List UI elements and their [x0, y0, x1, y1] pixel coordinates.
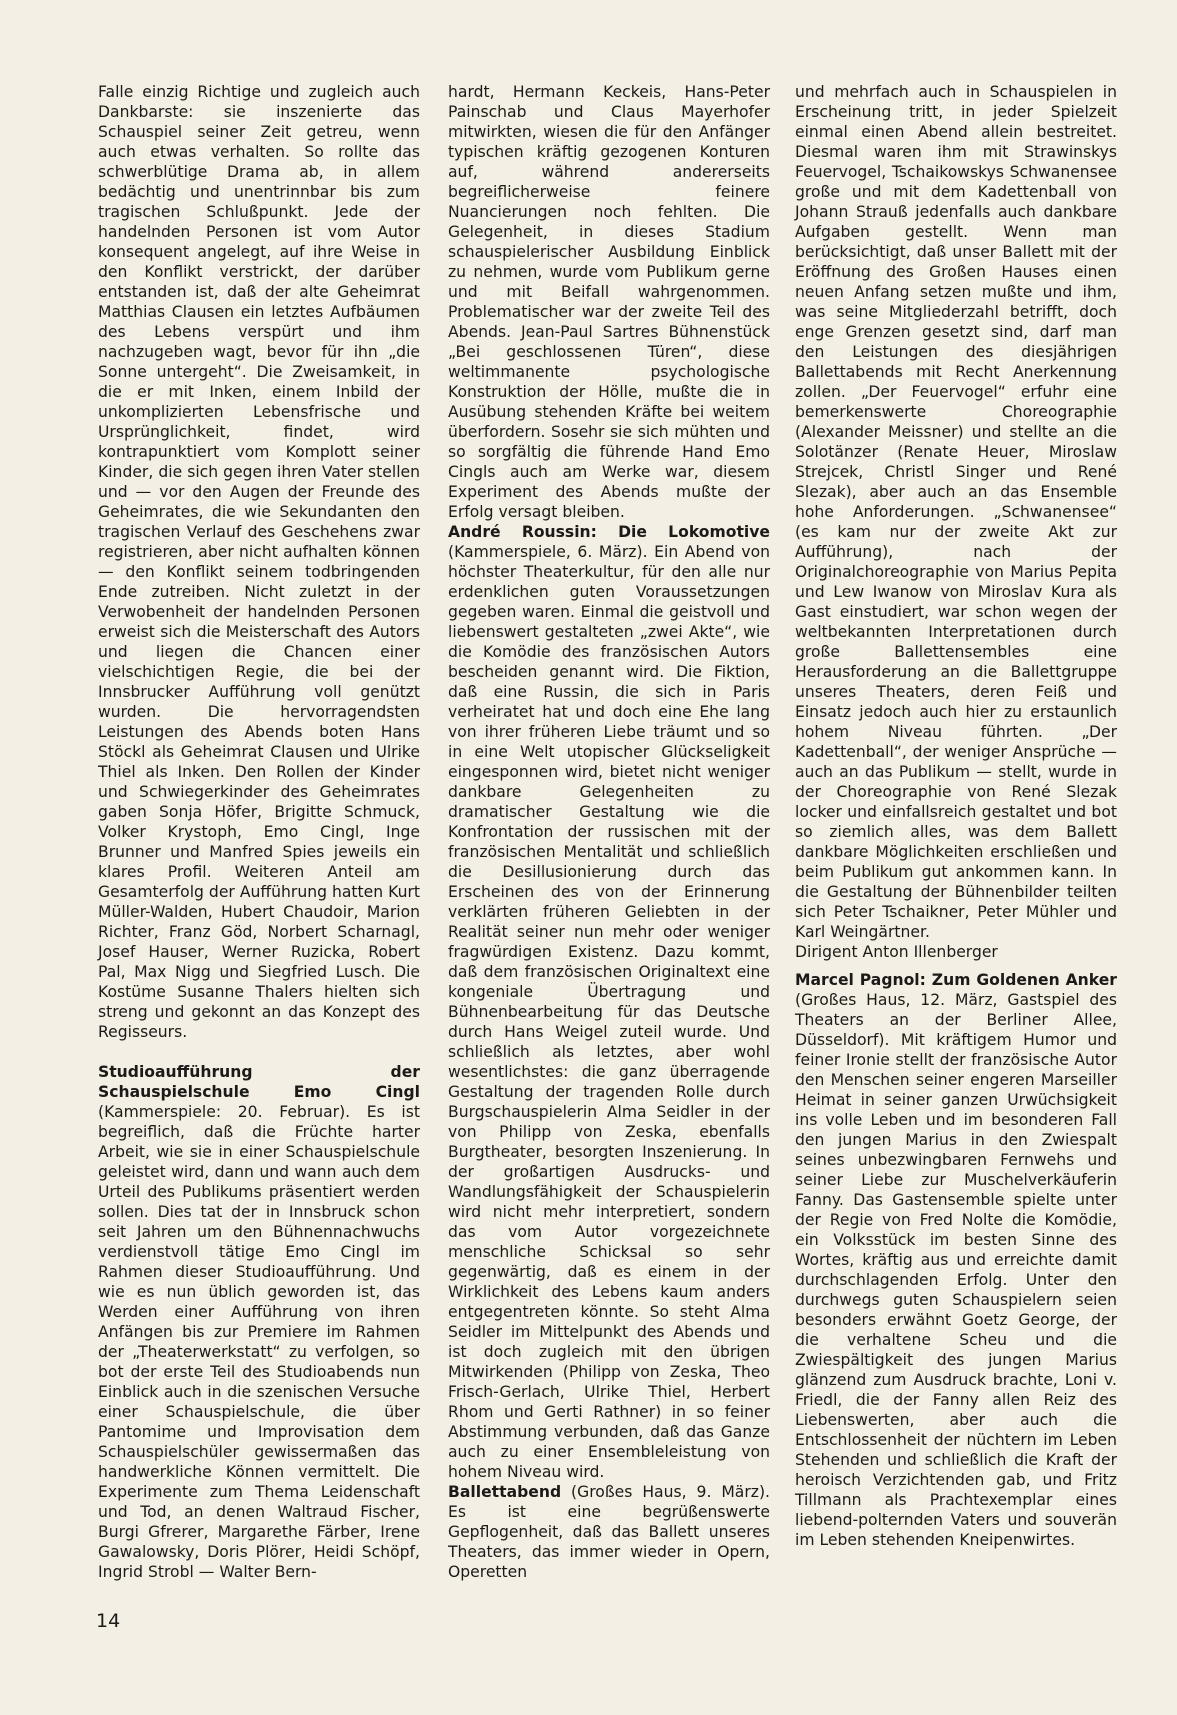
text-column-2 [448, 82, 770, 1582]
review-paragraph [98, 1062, 420, 1582]
review-paragraph [448, 522, 770, 1482]
review-heading: Marcel Pagnol: Zum Goldenen Anker [795, 971, 1117, 989]
page-number: 14 [96, 1610, 121, 1632]
text-column-1 [98, 82, 420, 1582]
review-paragraph: hardt, Hermann Keckeis, Hans-Peter Painschab und Claus Mayerhofer mitwirkten, wiesen die für den Anfänger typischen kräftig gezogenen Konturen auf, während andererseits begreiflicherweise feinere Nuancierungen noch fehlten. Die Gelegenheit, in dieses Stadium schauspielerischer Ausbildung Einblick zu nehmen, wurde vom Publikum gerne und mit Beifall wahrgenommen. Problematischer war der zweite Teil des Abends. Jean-Paul Sartres Bühnenstück „Bei geschlossenen Türen“, diese weltimmanente psychologische Konstruktion der Hölle, mußte die in Ausübung stehenden Kräfte bei weitem überfordern. Sosehr sie sich mühten und so sorgfältig die führende Hand Emo Cingls auch am Werke war, diesem Experiment des Abends mußte der Erfolg versagt bleiben. [448, 83, 770, 521]
review-paragraph [795, 970, 1117, 1550]
text-column-3 [795, 82, 1117, 1550]
review-heading: Studioaufführung der Schauspielschule Emo Cingl [98, 1063, 420, 1101]
review-paragraph [448, 1482, 770, 1582]
review-heading: Ballettabend [448, 1483, 562, 1501]
review-body: (Kammerspiele: 20. Februar). Es ist begreiflich, daß die Früchte harter Arbeit, wie sie in einer Schauspielschule geleistet wird, dann und wann auch dem Urteil des Publikums präsentiert werden sollen. Dies tat der in Innsbruck schon seit Jahren um den Bühnennachwuchs verdienstvoll tätige Emo Cingl im Rahmen dieser Studioaufführung. Und wie es nun üblich geworden ist, das Werden einer Aufführung von ihren Anfängen bis zur Premiere im Rahmen der „Theaterwerkstatt“ zu verfolgen, so bot der erste Teil des Studioabends nun Einblick auch in die szenischen Versuche einer Schauspielschule, die über Pantomime und Improvisation dem Schauspielschüler gewissermaßen das handwerkliche Können vermittelt. Die Experimente zum Thema Leidenschaft und Tod, an denen Waltraud Fischer, Burgi Gfrerer, Margarethe Färber, Irene Gawalowsky, Doris Plörer, Heidi Schöpf, Ingrid Strobl — Walter Bern- [98, 1103, 420, 1581]
review-paragraph: Falle einzig Richtige und zugleich auch Dankbarste: sie inszenierte das Schauspiel seiner Zeit getreu, wenn auch etwas verhalten. So rollte das schwerblütige Drama ab, in allem bedächtig und unentrinnbar bis zum tragischen Schlußpunkt. Jede der handelnden Personen ist vom Autor konsequent angelegt, auf ihre Weise in den Konflikt verstrickt, der darüber entstanden ist, daß der alte Geheimrat Matthias Clausen ein letztes Aufbäumen des Lebens verspürt und ihm nachzugeben wagt, bevor für ihn „die Sonne untergeht“. Die Zweisamkeit, in die er mit Inken, einem Inbild der unkomplizierten Lebensfrische und Ursprünglichkeit, findet, wird kontrapunktiert vom Komplott seiner Kinder, die sich gegen ihren Vater stellen und — vor den Augen der Freunde des Geheimrates, die wie Sekundanten den tragischen Verlauf des Geschehens zwar registrieren, aber nicht aufhalten können — den Konflikt seinem todbringenden Ende zutreiben. Nicht zuletzt in der Verwobenheit der handelnden Personen erweist sich die Meisterschaft des Autors und liegen die Chancen einer vielschichtigen Regie, die bei der Innsbrucker Aufführung voll genützt wurden. Die hervorragendsten Leistungen des Abends boten Hans Stöckl als Geheimrat Clausen und Ulrike Thiel als Inken. Den Rollen der Kinder und Schwiegerkinder des Geheimrates gaben Sonja Höfer, Brigitte Schmuck, Volker Krystoph, Emo Cingl, Inge Brunner und Manfred Spies jeweils ein klares Profil. Weiteren Anteil am Gesamterfolg der Aufführung hatten Kurt Müller-Walden, Hubert Chaudoir, Marion Richter, Franz Göd, Norbert Scharnagl, Josef Hauser, Werner Ruzicka, Robert Pal, Max Nigg und Siegfried Lusch. Die Kostüme Susanne Thalers hielten sich streng und gekonnt an das Konzept des Regisseurs. [98, 83, 420, 1041]
review-body: (Großes Haus, 9. März). Es ist eine begrüßenswerte Gepflogenheit, daß das Ballett unseres Theaters, das immer wieder in Opern, Operetten [448, 1483, 770, 1581]
review-credit: Dirigent Anton Illenberger [795, 943, 998, 961]
review-body: (Großes Haus, 12. März, Gastspiel des Theaters an der Berliner Allee, Düsseldorf). Mit kräftigem Humor und feiner Ironie stellt der französische Autor den Menschen seiner engeren Marseiller Heimat in seiner ganzen Urwüchsigkeit ins volle Leben und im besonderen Fall den jungen Marius in den Zwiespalt seines unbezwingbaren Fernwehs und seiner Liebe zur Muschelverkäuferin Fanny. Das Gastensemble spielte unter der Regie von Fred Nolte die Komödie, ein Volksstück im besten Sinne des Wortes, kräftig aus und erreichte damit durchschlagenden Erfolg. Unter den durchwegs guten Schauspielern seien besonders erwähnt Goetz George, der die verhaltene Scheu und die Zwiespältigkeit des jungen Marius glänzend zum Ausdruck brachte, Loni v. Friedl, die der Fanny allen Reiz des Liebenswerten, aber auch die Entschlossenheit der nüchtern im Leben Stehenden und schließlich die Kraft der heroisch Verzichtenden gab, und Fritz Tillmann als Prachtexemplar eines liebend-polternden Vaters und souverän im Leben stehenden Kneipenwirtes. [795, 991, 1117, 1549]
review-paragraph: und mehrfach auch in Schauspielen in Erscheinung tritt, in jeder Spielzeit einmal einen Abend allein bestreitet. Diesmal waren ihm mit Strawinskys Feuervogel, Tschaikowskys Schwanensee große und mit dem Kadettenball von Johann Strauß jedenfalls auch dankbare Aufgaben gestellt. Wenn man berücksichtigt, daß unser Ballett mit der Eröffnung des Großen Hauses einen neuen Anfang setzen mußte und ihm, was seine Mitgliederzahl betrifft, doch enge Grenzen gesetzt sind, darf man den Leistungen des diesjährigen Ballettabends mit Recht Anerkennung zollen. „Der Feuervogel“ erfuhr eine bemerkenswerte Choreographie (Alexander Meissner) und stellte an die Solotänzer (Renate Heuer, Miroslaw Strejcek, Christl Singer und René Slezak), aber auch an das Ensemble hohe Anforderungen. „Schwanensee“ (es kam nur der zweite Akt zur Aufführung), nach der Originalchoreographie von Marius Pepita und Lew Iwanow von Miroslav Kura als Gast einstudiert, war schon wegen der weltbekannten Interpretationen durch große Ballettensembles eine Herausforderung an die Ballettgruppe unseres Theaters, deren Feiß und Einsatz jedoch auch hier zu erstaunlich hohem Niveau führten. „Der Kadettenball“, der weniger Ansprüche — auch an das Publikum — stellt, wurde in der Choreographie von René Slezak locker und einfallsreich gestaltet und bot so ziemlich alles, was dem Ballett dankbare Möglichkeiten erschließen und beim Publikum gut ankommen kann. In die Gestaltung der Bühnenbilder teilten sich Peter Tschaikner, Peter Mühler und Karl Weingärtner. [795, 83, 1117, 941]
review-heading: André Roussin: Die Lokomotive [448, 523, 770, 541]
review-body: (Kammerspiele, 6. März). Ein Abend von höchster Theaterkultur, für den alle nur erdenklichen guten Voraussetzungen gegeben waren. Einmal die geistvoll und liebenswert gestalteten „zwei Akte“, wie die Komödie des französischen Autors bescheiden genannt wird. Die Fiktion, daß eine Russin, die sich in Paris verheiratet hat und doch eine Ehe lang von ihrer früheren Liebe träumt und so in eine Welt utopischer Glückseligkeit eingesponnen wird, bietet nicht weniger dankbare Gelegenheiten zu dramatischer Gestaltung wie die Konfrontation der russischen mit der französischen Mentalität und schließlich die Desillusionierung durch das Erscheinen des von der Erinnerung verklärten früheren Geliebten in der Realität seiner nun mehr oder weniger fragwürdigen Existenz. Dazu kommt, daß dem französischen Originaltext eine kongeniale Übertragung und Bühnenbearbeitung für das Deutsche durch Hans Weigel zuteil wurde. Und schließlich als letztes, aber wohl wesentlichstes: die ganz überragende Gestaltung der tragenden Rolle durch Burgschauspielerin Alma Seidler in der von Philipp von Zeska, ebenfalls Burgtheater, besorgten Inszenierung. In der großartigen Ausdrucks- und Wandlungsfähigkeit der Schauspielerin wird nicht mehr interpretiert, sondern das vom Autor vorgezeichnete menschliche Schicksal so sehr gegenwärtig, daß es einem in der Wirklichkeit des Lebens kaum anders entgegentreten könnte. So steht Alma Seidler im Mittelpunkt des Abends und ist doch zugleich mit den übrigen Mitwirkenden (Philipp von Zeska, Theo Frisch-Gerlach, Ulrike Thiel, Herbert Rhom und Gerti Rathner) in so feiner Abstimmung verbunden, daß das Ganze auch zu einer Ensembleleistung von hohem Niveau wird. [448, 543, 770, 1481]
